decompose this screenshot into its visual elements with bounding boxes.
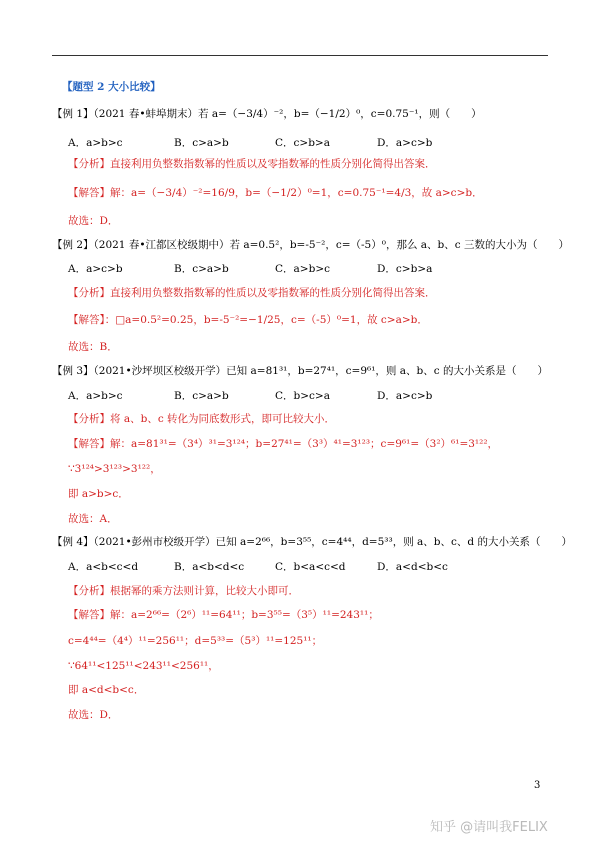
option-b: B．c>a>b	[174, 390, 229, 402]
option-d: D．a>c>b	[377, 137, 433, 149]
example-3-options	[68, 389, 548, 403]
option-c: C．b>c>a	[275, 390, 330, 402]
example-4-answer: 故选：D．	[68, 709, 119, 721]
watermark: 知乎 @请叫我FELIX	[430, 820, 548, 835]
example-2-options	[68, 262, 548, 276]
example-1-solution: 【解答】解：a=（−3/4）⁻²=16/9，b=（−1/2）⁰=1，c=0.75⁻¹=4/3，故 a>c>b．	[68, 187, 483, 199]
option-a: A．a>b>c	[68, 137, 123, 149]
example-4-question: 【例 4】（2021•彭州市校级开学）已知 a=2⁶⁶，b=3⁵⁵，c=4⁴⁴，d=5³³，则 a、b、c、d 的大小关系（ ）	[52, 536, 572, 548]
option-b: B．a<b<d<c	[174, 561, 245, 573]
example-2-solution: 【解答】：□a=0.5²=0.25，b=-5⁻²=−1/25，c=（-5）⁰=1，故 c>a>b．	[68, 314, 428, 326]
option-a: A．a<b<c<d	[68, 561, 139, 573]
option-b: B．c>a>b	[174, 263, 229, 275]
example-4-options	[68, 560, 548, 574]
example-3-analysis: 【分析】将 a、b、c 转化为同底数形式，即可比较大小．	[68, 413, 336, 425]
example-1-question: 【例 1】（2021 春•蚌埠期末）若 a=（−3/4）⁻²，b=（−1/2）⁰，c=0.75⁻¹，则（ ）	[52, 108, 482, 120]
example-4-solution-3: ∵64¹¹<125¹¹<243¹¹<256¹¹，	[68, 660, 219, 672]
example-2-analysis: 【分析】直接利用负整数指数幂的性质以及零指数幂的性质分别化简得出答案．	[68, 287, 436, 299]
page-number: 3	[534, 780, 541, 791]
option-c: C．b<a<c<d	[275, 561, 346, 573]
example-4-solution-4: 即 a<d<b<c．	[68, 684, 145, 696]
example-2-answer: 故选：B．	[68, 341, 118, 353]
option-d: D．a>c>b	[377, 390, 433, 402]
option-b: B．c>a>b	[174, 137, 229, 149]
option-c: C．a>b>c	[275, 263, 330, 275]
example-4-solution-2: c=4⁴⁴=（4⁴）¹¹=256¹¹；d=5³³=（5³）¹¹=125¹¹；	[68, 635, 323, 647]
section-title: 【题型 2 大小比较】	[62, 81, 161, 93]
example-1-analysis: 【分析】直接利用负整数指数幂的性质以及零指数幂的性质分别化简得出答案．	[68, 158, 436, 170]
example-3-answer: 故选：A．	[68, 513, 118, 525]
option-c: C．c>b>a	[275, 137, 330, 149]
example-3-solution-1: 【解答】解：a=81³¹=（3⁴）³¹=3¹²⁴；b=27⁴¹=（3³）⁴¹=3¹²³；c=9⁶¹=（3²）⁶¹=3¹²²，	[68, 438, 499, 450]
option-a: A．a>b>c	[68, 390, 123, 402]
option-d: D．a<d<b<c	[377, 561, 448, 573]
example-4-solution-1: 【解答】解：a=2⁶⁶=（2⁶）¹¹=64¹¹；b=3⁵⁵=（3⁵）¹¹=243¹¹；	[68, 609, 379, 621]
example-2-question: 【例 2】（2021 春•江都区校级期中）若 a=0.5²，b=-5⁻²，c=（-5）⁰，那么 a、b、c 三数的大小为（ ）	[52, 239, 569, 251]
example-1-options	[68, 136, 548, 150]
header-rule	[52, 55, 548, 56]
example-4-analysis: 【分析】根据幂的乘方法则计算，比较大小即可．	[68, 585, 299, 597]
option-a: A．a>c>b	[68, 263, 123, 275]
example-1-answer: 故选：D．	[68, 215, 119, 227]
option-d: D．c>b>a	[377, 263, 433, 275]
example-3-question: 【例 3】（2021•沙坪坝区校级开学）已知 a=81³¹，b=27⁴¹，c=9⁶¹，则 a、b、c 的大小关系是（ ）	[52, 365, 548, 377]
example-3-solution-3: 即 a>b>c．	[68, 488, 129, 500]
example-3-solution-2: ∵3¹²⁴>3¹²³>3¹²²，	[68, 463, 161, 475]
